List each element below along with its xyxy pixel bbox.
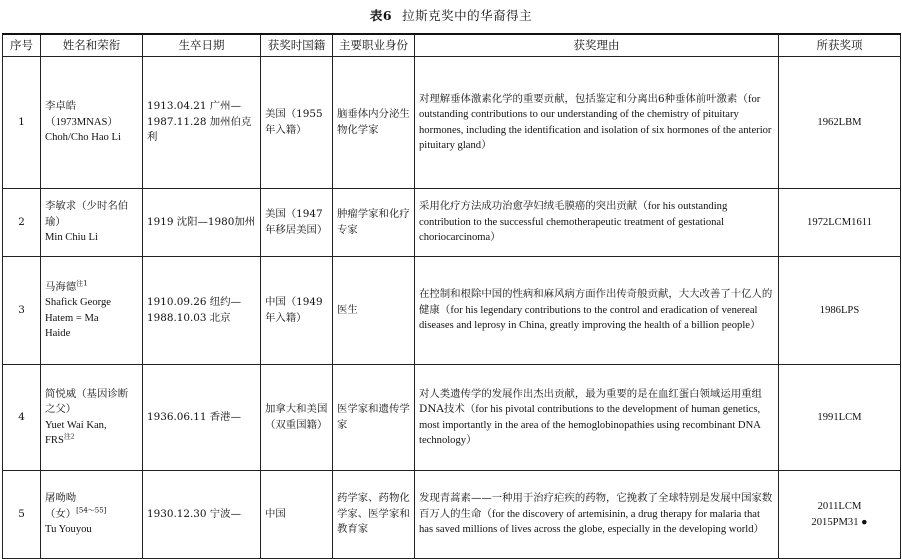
nationality-cell: 美国（1947年移居美国）: [261, 189, 333, 257]
citation-mark: [54～55]: [76, 506, 107, 515]
awards-cell: [779, 471, 901, 559]
name-en: Choh/Cho Hao Li: [45, 132, 121, 144]
name-zh: 简悦威（基因诊断之父）: [45, 387, 129, 415]
reason-cell: [415, 257, 779, 365]
name-en: FRS: [45, 435, 64, 446]
name-extra: Yuet Wai Kan,: [45, 419, 107, 431]
award-code: 1991LCM: [817, 411, 862, 423]
reason-en: （for his outstanding contribution to the successful chemotherapeutic treatment of gestational choriocarcinoma）: [419, 201, 728, 244]
name-en: Min Chiu Li: [45, 232, 98, 244]
award-code: 2011LCM: [817, 501, 862, 512]
table-row: [3, 257, 901, 365]
reason-zh: 对理解垂体激素化学的重要贡献，包括鉴定和分离出6种垂体前叶激素: [419, 92, 738, 105]
name-en: Haide: [45, 328, 71, 339]
row-number: 2: [3, 189, 41, 257]
reason-zh: 发现青蒿素——一种用于治疗疟疾的药物，它挽救了全球特别是发展中国家数百万人的生命: [419, 492, 773, 520]
header-awards: 所获奖项: [779, 34, 901, 57]
table-label: 表6: [369, 8, 393, 23]
footnote-mark: 注1: [76, 279, 88, 288]
row-number: 3: [3, 257, 41, 365]
table-row: [3, 365, 901, 471]
laureates-table: [2, 33, 901, 559]
dates-cell: 1910.09.26 纽约—1988.10.03 北京: [143, 257, 261, 365]
nationality-cell: 美国（1955年入籍）: [261, 57, 333, 189]
table-caption: [0, 6, 902, 24]
nationality-cell: 加拿大和美国（双重国籍）: [261, 365, 333, 471]
reason-zh: 采用化疗方法成功治愈孕妇绒毛膜癌的突出贡献: [419, 200, 638, 213]
nationality-cell: 中国: [261, 471, 333, 559]
row-number: 4: [3, 365, 41, 471]
dates-cell: 1930.12.30 宁波—: [143, 471, 261, 559]
reason-cell: [415, 365, 779, 471]
awards-cell: [779, 57, 901, 189]
nationality-cell: 中国（1949年入籍）: [261, 257, 333, 365]
row-number: 1: [3, 57, 41, 189]
name-zh: 马海德: [45, 280, 77, 293]
header-row: [3, 34, 901, 57]
profession-cell: 医学家和遗传学家: [333, 365, 415, 471]
table-title: 拉斯克奖中的华裔得主: [402, 8, 533, 23]
reason-zh: 对人类遗传学的发展作出杰出贡献，最为重要的是在血红蛋白领域运用重组DNA技术: [419, 387, 762, 415]
header-dates: 生卒日期: [143, 34, 261, 57]
award-code: 1962LBM: [817, 116, 862, 128]
table-row: [3, 57, 901, 189]
footnote-mark: 注2: [63, 432, 75, 441]
name-zh: 屠呦呦: [45, 492, 77, 505]
reason-zh: 在控制和根除中国的性病和麻风病方面作出传奇般贡献，大大改善了十亿人的健康: [419, 288, 773, 316]
dates-cell: 1919 沈阳—1980加州: [143, 189, 261, 257]
reason-cell: [415, 471, 779, 559]
reason-cell: [415, 57, 779, 189]
awards-cell: [779, 189, 901, 257]
header-profession: 主要职业身份: [333, 34, 415, 57]
reason-en: （for his pivotal contributions to the development of human genetics, most importantly in the area of the hemoglobinopathies using recombinant DNA technology）: [419, 404, 761, 446]
header-nationality: 获奖时国籍: [261, 34, 333, 57]
reason-cell: [415, 189, 779, 257]
award-code: 1986LPS: [819, 304, 860, 316]
name-cell: [41, 471, 143, 559]
reason-en: （for outstanding contributions to our understanding of the chemistry of pituitary hormones, including the identification and isolation of six hormones of the anterior pituitary gland）: [419, 93, 772, 151]
awards-cell: [779, 257, 901, 365]
name-cell: [41, 57, 143, 189]
row-number: 5: [3, 471, 41, 559]
profession-cell: 肿瘤学家和化疗专家: [333, 189, 415, 257]
profession-cell: 医生: [333, 257, 415, 365]
name-extra: Shafick George Hatem = Ma: [45, 297, 111, 324]
name-zh: 李敏求（少时名伯瑜）: [45, 200, 129, 228]
reason-en: （for his legendary contributions to the control and eradication of venereal diseases and leprosy in China, greatly improving the health of a billion people）: [419, 304, 761, 332]
awards-cell: [779, 365, 901, 471]
header-reason: 获奖理由: [415, 34, 779, 57]
table-row: [3, 471, 901, 559]
reason-en: （for the discovery of artemisinin, a drug therapy for malaria that has saved millions of lives across the globe, especially in the developing world）: [419, 508, 765, 536]
profession-cell: 脑垂体内分泌生物化学家: [333, 57, 415, 189]
table-row: [3, 189, 901, 257]
name-cell: [41, 189, 143, 257]
header-no: 序号: [3, 34, 41, 57]
name-cell: [41, 257, 143, 365]
name-extra: （1973MNAS）: [45, 116, 118, 128]
dates-cell: 1913.04.21 广州—1987.11.28 加州伯克利: [143, 57, 261, 189]
name-en: Tu Youyou: [45, 524, 92, 536]
award-code: 1972LCM1611: [807, 216, 872, 228]
dates-cell: 1936.06.11 香港—: [143, 365, 261, 471]
name-extra: （女）: [45, 507, 77, 520]
header-name: 姓名和荣衔: [41, 34, 143, 57]
name-zh: 李卓皓: [45, 100, 77, 113]
name-cell: [41, 365, 143, 471]
profession-cell: 药学家、药物化学家、医学家和教育家: [333, 471, 415, 559]
award-code: 2015PM31 ●: [811, 516, 868, 528]
